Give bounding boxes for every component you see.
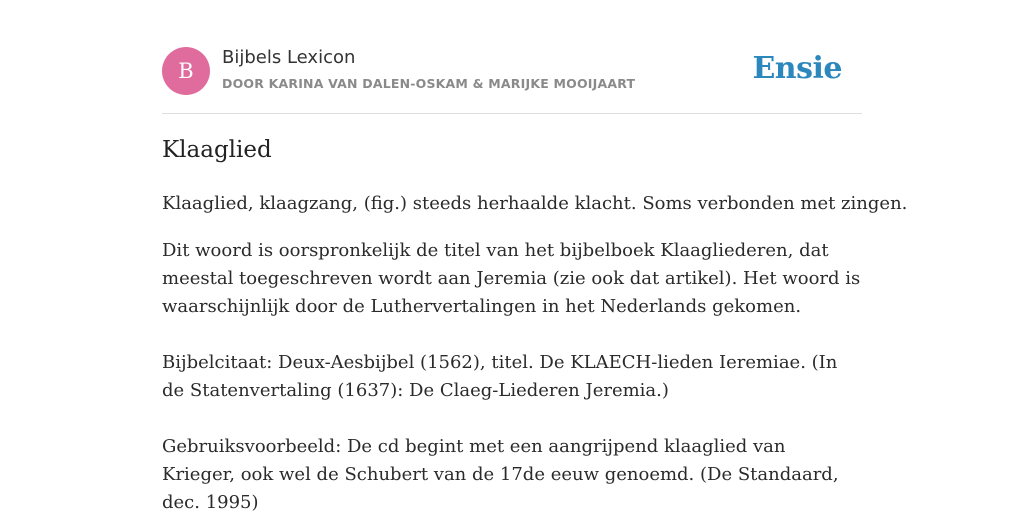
usage-example-paragraph: Gebruiksvoorbeeld: De cd begint met een aangrijpend klaaglied van Krieger, ook wel de Schubert van de 17de eeuw genoemd. (De Standaard, dec. 1995) (162, 436, 839, 513)
source-authors: DOOR KARINA VAN DALEN-OSKAM & MARIJKE MOOIJAART (222, 76, 636, 91)
source-avatar[interactable]: B (162, 47, 210, 95)
source-title[interactable]: Bijbels Lexicon (222, 47, 356, 68)
bible-quote-paragraph: Bijbelcitaat: Deux-Aesbijbel (1562), titel. De KLAECH-lieden Ieremiae. (In de Statenvertaling (1637): De Claeg-Liederen Jeremia.) (162, 352, 838, 401)
header-divider (162, 113, 862, 114)
origin-paragraph: Dit woord is oorspronkelijk de titel van het bijbelboek Klaagliederen, dat meestal toegeschreven wordt aan Jeremia (zie ook dat artikel). Het woord is waarschijnlijk door de Luthervertalingen in het Nederlands gekomen. (162, 240, 861, 317)
brand-logo[interactable]: Ensie (752, 51, 842, 86)
entry-title: Klaaglied (162, 137, 272, 163)
source-header (162, 47, 862, 97)
definition-paragraph: Klaaglied, klaagzang, (fig.) steeds herhaalde klacht. Soms verbonden met zingen. (162, 193, 908, 214)
